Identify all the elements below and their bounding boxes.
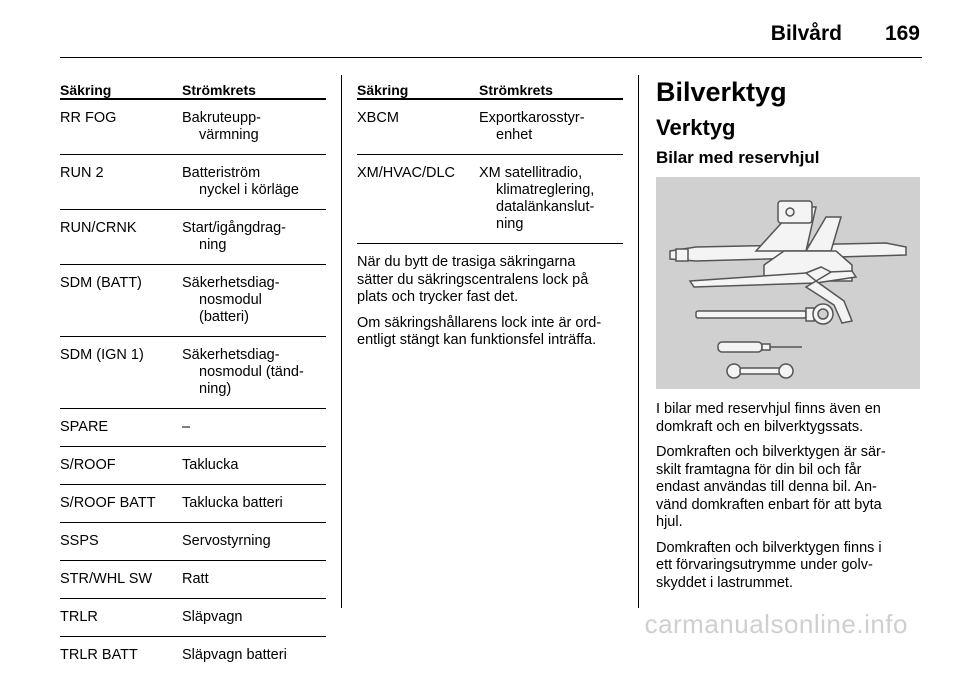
table-row xyxy=(357,100,623,155)
table-row xyxy=(60,447,326,485)
header-rule xyxy=(60,57,922,58)
circuit-line: – xyxy=(182,419,191,435)
circuit-line: nosmodul xyxy=(199,292,262,308)
circuit-line: Bakruteupp- xyxy=(182,110,261,126)
tools-text xyxy=(656,401,920,592)
table-row xyxy=(60,155,326,210)
circuit-line: Släpvagn xyxy=(182,609,243,625)
circuit-line: Batteriström xyxy=(182,165,261,181)
paragraph-line: endast användas till denna bil. An- xyxy=(656,479,877,495)
table-row xyxy=(60,210,326,265)
table-header xyxy=(357,75,623,100)
page-number: 169 xyxy=(884,22,920,45)
heading-spare-wheel: Bilar med reservhjul xyxy=(656,148,820,167)
column-divider-2 xyxy=(638,75,639,608)
heading-bilverktyg: Bilverktyg xyxy=(656,77,787,107)
paragraph-line: sätter du säkringscentralens lock på xyxy=(357,271,589,288)
circuit-name xyxy=(182,419,326,436)
paragraph-line: ett förvaringsutrymme under golv- xyxy=(656,557,873,573)
table-row xyxy=(60,599,326,637)
fuse-name: SDM (BATT) xyxy=(60,275,142,291)
fuse-name: RUN 2 xyxy=(60,165,104,181)
circuit-line: Taklucka xyxy=(182,457,239,473)
table-row xyxy=(60,100,326,155)
circuit-name xyxy=(182,165,326,199)
fuse-name: SDM (IGN 1) xyxy=(60,347,144,363)
table-row xyxy=(60,523,326,561)
table-row xyxy=(60,265,326,337)
circuit-name xyxy=(182,609,326,626)
paragraph xyxy=(656,540,920,593)
circuit-name xyxy=(182,110,326,144)
circuit-name xyxy=(182,533,326,550)
tools-section xyxy=(656,75,920,592)
header-circuit: Strömkrets xyxy=(182,82,256,98)
circuit-name xyxy=(479,165,623,233)
heading-verktyg: Verktyg xyxy=(656,115,736,140)
table-row xyxy=(60,337,326,409)
table-header xyxy=(60,75,326,100)
circuit-name xyxy=(182,495,326,512)
circuit-name xyxy=(182,457,326,474)
fuse-table-mid xyxy=(357,75,623,350)
paragraph xyxy=(357,315,623,350)
paragraph-line: vänd domkraften enbart för att byta xyxy=(656,496,882,513)
circuit-line: XM satellitradio, xyxy=(479,165,583,181)
table-row xyxy=(60,637,326,674)
tow-eye-icon xyxy=(696,304,833,324)
circuit-line: ning xyxy=(199,237,227,253)
paragraph-line: entligt stängt kan funktionsfel inträffa. xyxy=(357,332,597,348)
paragraph xyxy=(656,401,920,436)
paragraph-line: I bilar med reservhjul finns även en xyxy=(656,401,881,417)
table-body xyxy=(60,100,326,674)
circuit-line: Säkerhetsdiag- xyxy=(182,275,280,291)
circuit-name xyxy=(182,647,326,664)
fuse-name: RR FOG xyxy=(60,110,117,126)
table-row xyxy=(357,155,623,243)
table-row xyxy=(60,409,326,447)
circuit-line: Servostyrning xyxy=(182,533,271,549)
paragraph-line: domkraft och en bilverktygssats. xyxy=(656,418,864,435)
watermark: carmanualsonline.info xyxy=(644,609,908,639)
section-title: Bilvård xyxy=(770,22,842,45)
paragraph-line: plats och trycker fast det. xyxy=(357,289,519,305)
circuit-line: ning xyxy=(496,216,524,232)
circuit-line: Taklucka batteri xyxy=(182,495,283,511)
circuit-name xyxy=(182,347,326,398)
circuit-line: enhet xyxy=(496,127,533,143)
table-row xyxy=(60,561,326,599)
paragraph-line: När du bytt de trasiga säkringarna xyxy=(357,254,576,270)
circuit-line: Exportkarosstyr- xyxy=(479,110,585,126)
fuse-name: SSPS xyxy=(60,533,99,549)
circuit-line: ning) xyxy=(199,381,232,397)
header-fuse: Säkring xyxy=(357,82,409,98)
column-divider-1 xyxy=(341,75,342,608)
table-body xyxy=(357,100,623,244)
fuse-name: XM/HVAC/DLC xyxy=(357,165,456,181)
header-fuse: Säkring xyxy=(60,82,112,98)
circuit-name xyxy=(479,110,623,144)
paragraph xyxy=(656,444,920,532)
circuit-name xyxy=(182,275,326,326)
fuse-name: TRLR xyxy=(60,609,98,625)
circuit-line: (batteri) xyxy=(199,309,249,325)
paragraph xyxy=(357,254,623,307)
page-header xyxy=(60,18,922,58)
screwdriver-icon xyxy=(718,342,802,352)
fuse-name: XBCM xyxy=(357,110,399,126)
circuit-name xyxy=(182,220,326,254)
circuit-line: nosmodul (tänd- xyxy=(199,364,304,380)
circuit-line: Ratt xyxy=(182,571,209,587)
circuit-line: datalänkanslut- xyxy=(496,199,595,215)
paragraph-line: Domkraften och bilverktygen är sär- xyxy=(656,444,886,460)
circuit-line: Släpvagn batteri xyxy=(182,647,287,663)
fuse-name: S/ROOF xyxy=(60,457,116,473)
circuit-name xyxy=(182,571,326,588)
fuse-name: STR/WHL SW xyxy=(60,571,153,587)
paragraph-line: skilt framtagna för din bil och får xyxy=(656,461,862,478)
fuse-name: S/ROOF BATT xyxy=(60,495,156,511)
fuse-table-left xyxy=(60,75,326,674)
circuit-line: nyckel i körläge xyxy=(199,182,299,198)
circuit-line: klimatreglering, xyxy=(496,182,595,198)
paragraph-line: Om säkringshållarens lock inte är ord- xyxy=(357,314,602,331)
header-circuit: Strömkrets xyxy=(479,82,553,98)
fuse-name: SPARE xyxy=(60,419,109,435)
table-row xyxy=(60,485,326,523)
circuit-line: Start/igångdrag- xyxy=(182,220,286,236)
circuit-line: Säkerhetsdiag- xyxy=(182,347,280,363)
fuse-name: RUN/CRNK xyxy=(60,220,137,236)
spanner-icon xyxy=(727,364,793,378)
paragraph-line: hjul. xyxy=(656,514,683,530)
paragraph-line: skyddet i lastrummet. xyxy=(656,574,793,591)
circuit-line: värmning xyxy=(199,127,259,143)
paragraph-line: Domkraften och bilverktygen finns i xyxy=(656,539,882,556)
mid-text xyxy=(357,254,623,350)
tools-illustration xyxy=(656,177,920,389)
car-jack-icon xyxy=(670,201,906,281)
fuse-name: TRLR BATT xyxy=(60,647,138,663)
